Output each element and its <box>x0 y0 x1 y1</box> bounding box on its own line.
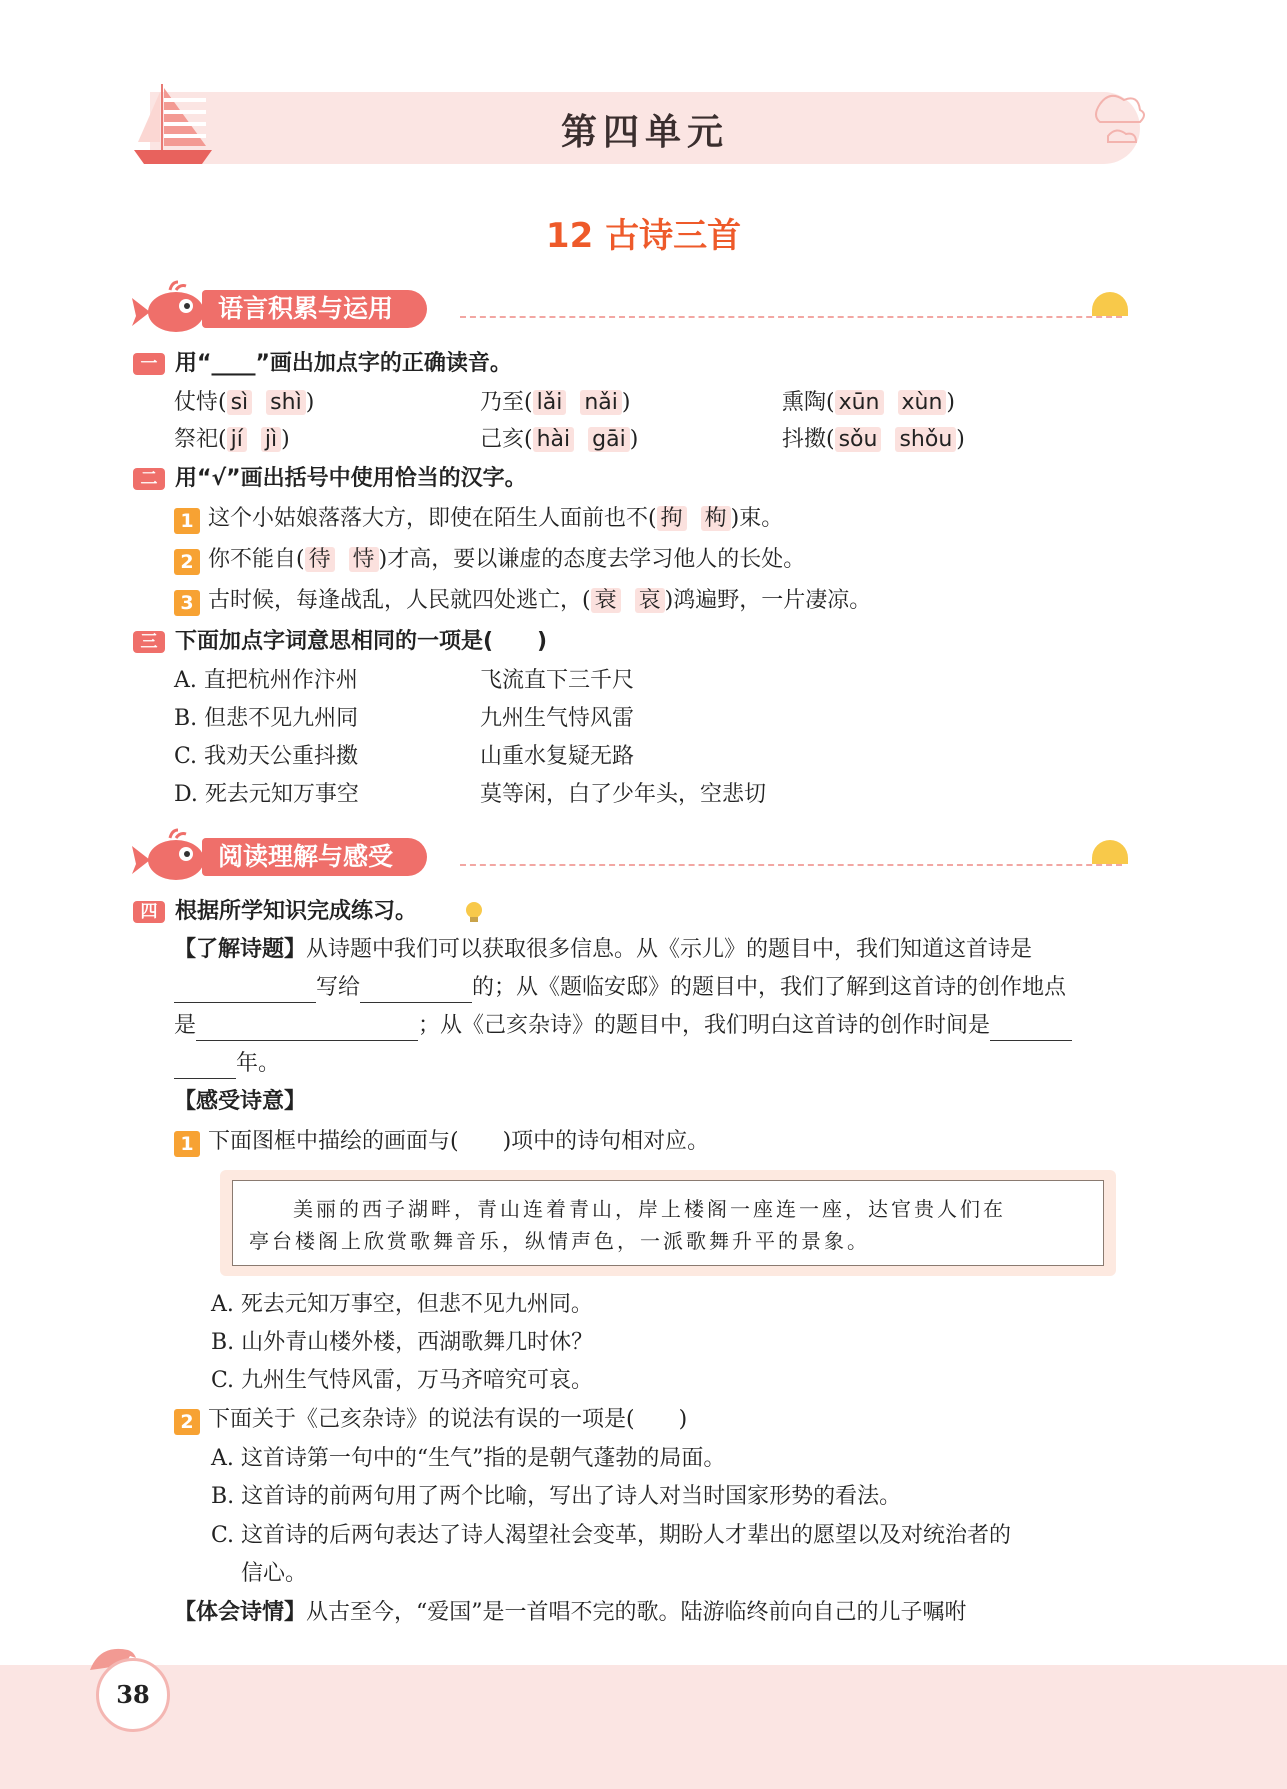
lesson-title: 12 古诗三首 <box>545 216 742 256</box>
answer-blank[interactable] <box>196 1018 418 1041</box>
option-c-compare: 山重水复疑无路 <box>480 744 635 769</box>
sub-question: 2 你不能自( 待 恃 )才高，要以谦虚的态度去学习他人的长处。 <box>174 545 805 575</box>
pinyin-item: 抖擞( sǒu shǒu ) <box>782 427 965 452</box>
option-c: C. 这首诗的后两句表达了诗人渴望社会变革，期盼人才辈出的愿望以及对统治者的 <box>211 1523 1012 1548</box>
sun-icon <box>1092 840 1128 864</box>
section-banner-2 <box>130 828 1142 884</box>
pinyin-item: 己亥( hài gāi ) <box>480 427 639 452</box>
part1-line1: 【了解诗题】从诗题中我们可以获取很多信息。从《示儿》的题目中，我们知道这首诗是 <box>174 937 1033 962</box>
part1-line4: 年。 <box>174 1049 280 1079</box>
sub-question: 3 古时候，每逢战乱，人民就四处逃亡，( 衰 哀 )鸿遍野，一片凄凉。 <box>174 586 871 616</box>
sub-question-2: 2 下面关于《己亥杂诗》的说法有误的一项是( ) <box>174 1405 687 1435</box>
option-a: A. 这首诗第一句中的“生气”指的是朝气蓬勃的局面。 <box>211 1446 726 1471</box>
option-b: B. 但悲不见九州同 <box>174 706 359 731</box>
part3-line: 【体会诗情】从古至今，“爱国”是一首唱不完的歌。陆游临终前向自己的儿子嘱咐 <box>174 1600 967 1625</box>
question-prompt: 下面加点字词意思相同的一项是( ) <box>175 629 548 654</box>
unit-title: 第四单元 <box>560 112 729 153</box>
whale-icon <box>130 280 210 336</box>
sun-icon <box>1092 292 1128 316</box>
question-number: 一 <box>133 353 165 375</box>
option-c: C. 九州生气恃风雷，万马齐喑究可哀。 <box>211 1368 594 1393</box>
question-number: 四 <box>133 901 165 923</box>
question-number: 三 <box>133 631 165 653</box>
divider <box>460 316 1122 318</box>
option-a: A. 死去元知万事空，但悲不见九州同。 <box>211 1292 593 1317</box>
option-b: B. 山外青山楼外楼，西湖歌舞几时休？ <box>211 1330 594 1355</box>
option-d-compare: 莫等闲，白了少年头，空悲切 <box>480 782 767 807</box>
question-prompt: 根据所学知识完成练习。 <box>175 899 418 924</box>
whale-icon <box>130 828 210 884</box>
question-prompt: 用“√”画出括号中使用恰当的汉字。 <box>175 466 527 491</box>
section-title: 语言积累与运用 <box>202 290 427 328</box>
answer-blank[interactable] <box>990 1018 1072 1041</box>
sub-question-1: 1 下面图框中描绘的画面与( )项中的诗句相对应。 <box>174 1127 709 1157</box>
answer-blank[interactable] <box>360 980 472 1003</box>
option-b-compare: 九州生气恃风雷 <box>480 706 635 731</box>
option-d: D. 死去元知万事空 <box>174 782 359 807</box>
picture-frame <box>220 1170 1116 1276</box>
option-c: C. 我劝天公重抖擞 <box>174 744 359 769</box>
answer-blank[interactable] <box>174 1056 236 1079</box>
answer-blank[interactable] <box>174 980 316 1003</box>
section-title: 阅读理解与感受 <box>202 838 427 876</box>
option-a-compare: 飞流直下三千尺 <box>480 668 635 693</box>
sub-question: 1 这个小姑娘落落大方，即使在陌生人面前也不( 拘 枸 )束。 <box>174 504 783 534</box>
option-b: B. 这首诗的前两句用了两个比喻，写出了诗人对当时国家形势的看法。 <box>211 1484 902 1509</box>
pinyin-item: 祭祀( jí jì ) <box>174 427 290 452</box>
lightbulb-icon <box>463 900 485 924</box>
divider <box>460 864 1122 866</box>
part1-line3: 是 ；从《己亥杂诗》的题目中，我们明白这首诗的创作时间是 <box>174 1011 1072 1041</box>
pinyin-item: 乃至( lǎi nǎi ) <box>480 390 631 415</box>
question-number: 二 <box>133 468 165 490</box>
footer-band <box>0 1665 1287 1789</box>
option-c-continued: 信心。 <box>241 1561 308 1586</box>
part1-line2: 写给 的；从《题临安邸》的题目中，我们了解到这首诗的创作地点 <box>174 973 1066 1003</box>
option-a: A. 直把杭州作汴州 <box>174 668 358 693</box>
frame-text: 美丽的西子湖畔，青山连着青山，岸上楼阁一座连一座，达官贵人们在 亭台楼阁上欣赏歌舞音乐，纵情声色，一派歌舞升平的景象。 <box>249 1197 1006 1253</box>
question-prompt: 用“____”画出加点字的正确读音。 <box>175 351 512 376</box>
pinyin-item: 仗恃( sì shì ) <box>174 390 315 415</box>
page-number: 38 <box>96 1658 170 1732</box>
section-banner-1 <box>130 280 1142 336</box>
part2-label: 【感受诗意】 <box>174 1089 307 1114</box>
pinyin-item: 熏陶( xūn xùn ) <box>782 390 955 415</box>
